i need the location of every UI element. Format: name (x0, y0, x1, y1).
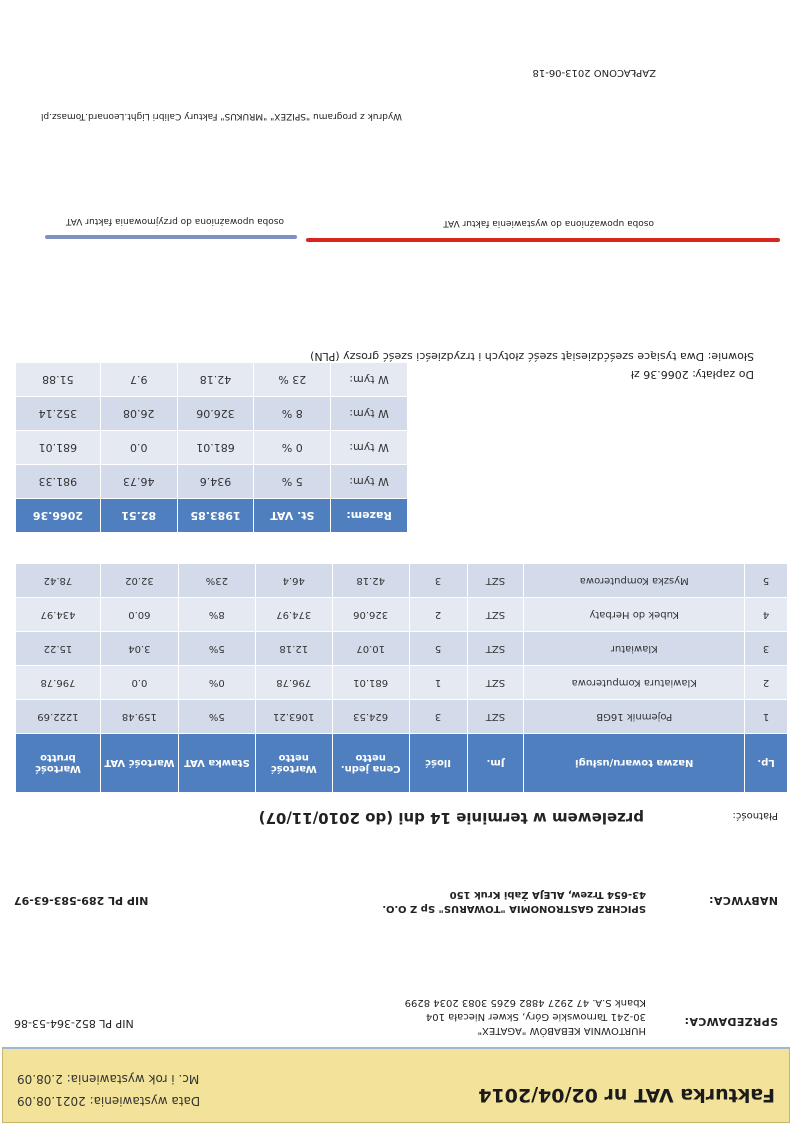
cell-gross-value: 78.42 (16, 564, 101, 598)
seller-nip: NIP PL 852-364-53-86 (14, 1017, 134, 1030)
col-header-qty: Ilość (409, 734, 467, 793)
cell-vat-value: 3.04 (100, 632, 178, 666)
cell-name: Klawiatura Komputerowa (524, 666, 745, 700)
cell-net-value: 374.97 (255, 598, 332, 632)
cell-vat-value: 0.0 (100, 666, 178, 700)
cell-unit: SZT (467, 564, 524, 598)
receiver-signature-line (45, 235, 297, 239)
seller-label: SPRZEDAWCA: (684, 1015, 778, 1028)
cell-qty: 2 (409, 598, 467, 632)
cell-vat-rate: 5% (178, 632, 255, 666)
vat-row-gross: 51.88 (16, 363, 101, 397)
cell-vat-rate: 23% (178, 564, 255, 598)
vat-row-vat: 26.08 (100, 397, 177, 431)
cell-lp: 3 (745, 632, 788, 666)
buyer-nip: NIP PL 289-583-63-97 (14, 894, 149, 907)
cell-qty: 3 (409, 564, 467, 598)
issuer-signature-line (306, 238, 780, 242)
cell-name: Myszka Komputerowa (524, 564, 745, 598)
vat-row-rate: 5 % (254, 465, 331, 499)
vat-row-label: W tym: (331, 397, 408, 431)
issue-month-value: 2.08.09 (17, 1072, 63, 1086)
cell-net-value: 12.18 (255, 632, 332, 666)
col-header-vat-rate: Stawka VAT (178, 734, 255, 793)
cell-lp: 2 (745, 666, 788, 700)
col-header-unit: Jm. (467, 734, 524, 793)
buyer-label: NABYWCA: (708, 894, 778, 907)
cell-net-value: 46.4 (255, 564, 332, 598)
cell-gross-value: 434.97 (16, 598, 101, 632)
cell-qty: 3 (409, 700, 467, 734)
cell-qty: 1 (409, 666, 467, 700)
cell-unit: SZT (467, 666, 524, 700)
items-header-row (16, 734, 788, 793)
issue-month (17, 1068, 200, 1090)
vat-row (16, 465, 408, 499)
cell-qty: 5 (409, 632, 467, 666)
vat-row-gross: 352.14 (16, 397, 101, 431)
cell-net-value: 1063.21 (255, 700, 332, 734)
col-header-net-value: Wartość netto (255, 734, 332, 793)
vat-total-row (16, 499, 408, 533)
cell-name: Klawiatur (524, 632, 745, 666)
cell-vat-value: 60.0 (100, 598, 178, 632)
receiver-signature-caption: osoba upoważniona do przyjmowania faktur VAT (65, 216, 284, 226)
paid-note: ZAPŁACONO 2013-06-18 (532, 67, 656, 78)
vat-row-gross: 681.01 (16, 431, 101, 465)
cell-unit-price: 624.53 (332, 700, 409, 734)
vat-summary-table (15, 362, 408, 533)
vat-row-label: W tym: (331, 363, 408, 397)
vat-row-rate: 0 % (254, 431, 331, 465)
cell-unit: SZT (467, 700, 524, 734)
buyer-name: SPICHRZ GASTRONOMIA "TOWARUS" Sp Z O.O. (382, 903, 646, 914)
issue-date-value: 2021.08.09 (17, 1094, 86, 1108)
items-table (15, 563, 788, 793)
vat-row-net: 934.6 (177, 465, 254, 499)
col-header-unit-price: Cena jedn. netto (332, 734, 409, 793)
cell-gross-value: 15.22 (16, 632, 101, 666)
vat-total-label: Razem: (331, 499, 408, 533)
cell-name: Kubek do Herbaty (524, 598, 745, 632)
cell-lp: 1 (745, 700, 788, 734)
vat-row-label: W tym: (331, 431, 408, 465)
issue-date (17, 1090, 200, 1112)
cell-unit-price: 326.06 (332, 598, 409, 632)
vat-total-vat: 82.51 (100, 499, 177, 533)
cell-name: Pojemnik 16GB (524, 700, 745, 734)
vat-row (16, 431, 408, 465)
seller-name: HURTOWNIA KEBABÓW "AGATEX" (477, 1025, 646, 1036)
table-row (16, 598, 788, 632)
seller-details (405, 995, 646, 1037)
vat-row-rate: 23 % (254, 363, 331, 397)
payment-value: przelewem w terminie 14 dni (do 2010/11/07) (258, 809, 644, 827)
vat-row (16, 397, 408, 431)
invoice-header (2, 1047, 790, 1123)
issuer-signature-caption: osoba upoważniona do wystawienia faktur VAT (443, 218, 654, 228)
cell-unit-price: 681.01 (332, 666, 409, 700)
buyer-details (382, 887, 646, 915)
cell-gross-value: 1222.69 (16, 700, 101, 734)
issue-date-label: Data wystawienia: (89, 1094, 201, 1108)
col-header-gross-value: Wartość brutto (16, 734, 101, 793)
col-header-name: Nazwa towaru/usługi (524, 734, 745, 793)
cell-unit: SZT (467, 598, 524, 632)
cell-vat-value: 32.02 (100, 564, 178, 598)
vat-row-vat: 9.7 (100, 363, 177, 397)
col-header-vat-value: Wartość VAT (100, 734, 178, 793)
buyer-address: 43-654 Trzew, ALEJA Żabi Kruk 150 (449, 889, 646, 900)
vat-total-rate: St. VAT (254, 499, 331, 533)
amount-due-block (310, 347, 754, 383)
vat-row-net: 42.18 (177, 363, 254, 397)
col-header-lp: Lp. (745, 734, 788, 793)
software-credit: Wydruk z programu "SPIZEX" "MRUKUS" Faktury Calibri Light.Leonard.Tomasz.pl (40, 111, 402, 121)
table-row (16, 564, 788, 598)
cell-unit-price: 42.18 (332, 564, 409, 598)
issue-month-label: Mc. i rok wystawienia: (66, 1072, 200, 1086)
seller-bank: Kbank S.A. 47 2927 4882 6265 3083 2034 8299 (404, 997, 646, 1008)
cell-vat-rate: 8% (178, 598, 255, 632)
cell-vat-rate: 5% (178, 700, 255, 734)
vat-row-gross: 981.33 (16, 465, 101, 499)
cell-lp: 5 (745, 564, 788, 598)
vat-row-vat: 46.73 (100, 465, 177, 499)
vat-row-net: 326.06 (177, 397, 254, 431)
cell-net-value: 796.78 (255, 666, 332, 700)
cell-vat-value: 159.48 (100, 700, 178, 734)
cell-unit-price: 10.07 (332, 632, 409, 666)
payment-label: Płatność: (732, 810, 778, 821)
cell-lp: 4 (745, 598, 788, 632)
vat-row-net: 681.01 (177, 431, 254, 465)
cell-unit: SZT (467, 632, 524, 666)
table-row (16, 632, 788, 666)
issue-dates (17, 1068, 200, 1112)
amount-in-words: Słownie: Dwa tysiące sześćdziesiąt sześć złotych i trzydzieści sześć groszy (PLN) (310, 350, 754, 363)
table-row (16, 700, 788, 734)
vat-total-net: 1983.85 (177, 499, 254, 533)
vat-row-vat: 0.0 (100, 431, 177, 465)
invoice-title: Fakturka VAT nr 02/04/2014 (478, 1084, 775, 1106)
amount-due: Do zapłaty: 2066.36 zł (630, 368, 754, 381)
table-row (16, 666, 788, 700)
vat-row-rate: 8 % (254, 397, 331, 431)
vat-row-label: W tym: (331, 465, 408, 499)
cell-vat-rate: 0% (178, 666, 255, 700)
cell-gross-value: 796.78 (16, 666, 101, 700)
seller-address: 30-241 Tarnowskie Góry, Skwer Niecała 104 (425, 1011, 646, 1022)
vat-total-gross: 2066.36 (16, 499, 101, 533)
